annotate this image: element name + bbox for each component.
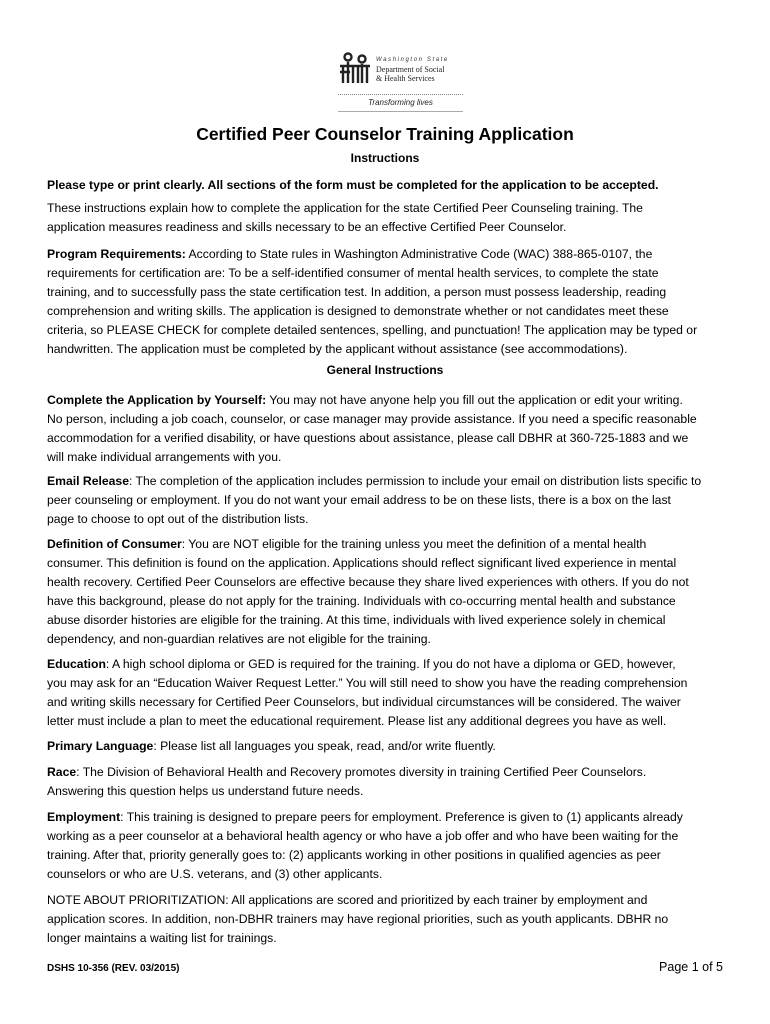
line-text: abuse disorder histories are eligible for the training. At this time, individuals with lived experience solely in chemical: [47, 613, 666, 628]
line-text: letter must include a plan to meet the educational requirement. Please list any additional degrees you have as well.: [47, 714, 667, 729]
text-line: [47, 176, 737, 195]
note-prioritization: [47, 891, 737, 948]
logo-line: Department of Social: [376, 65, 445, 74]
text-line: [47, 340, 737, 359]
line-text: application scores. In addition, non-DBHR trainers may have regional priorities, such as youth applicants. DBHR no: [47, 912, 669, 927]
logo-tagline: Transforming lives: [368, 98, 433, 107]
line-text: requirements for certification are: To be a self-identified consumer of mental health services, to complete the state: [47, 266, 659, 281]
line-text: accommodation for a verified disability, or have questions about assistance, please call DBHR at 360-725-1883 and we: [47, 431, 689, 446]
primary-language: [47, 737, 737, 756]
general-instructions-heading: General Instructions: [326, 363, 444, 377]
text-line: [47, 448, 737, 467]
employment: [47, 808, 737, 884]
text-line: [47, 611, 737, 630]
education: [47, 655, 737, 731]
race: [47, 763, 737, 801]
line-text: dependency, and non-guardian relatives are not eligible for the training.: [47, 632, 431, 647]
program-requirements: [47, 245, 737, 360]
email-release: [47, 472, 737, 529]
family-figures-icon: [338, 52, 372, 86]
text-line: [47, 674, 737, 693]
text-line: [47, 655, 737, 674]
text-line: [47, 391, 737, 410]
line-text: NOTE ABOUT PRIORITIZATION: All applications are scored and prioritized by each trainer by employment and: [47, 893, 648, 907]
divider: [338, 111, 463, 112]
text-line: [47, 737, 737, 756]
text-line: [47, 630, 737, 649]
intro-paragraph: [47, 199, 737, 237]
line-text: and writing skills necessary for Certified Peer Counselors, but individual circumstances will be considered. The waiver: [47, 695, 681, 710]
instructions-heading: Instructions: [350, 151, 420, 165]
line-text: comprehension and writing skills. The application is designed to demonstrate whether or not candidates meet these: [47, 304, 669, 319]
text-line: [47, 199, 737, 218]
line-text: counselors or who are U.S. veterans, and (3) other applicants.: [47, 867, 383, 882]
section-lead: Definition of Consumer: [47, 537, 182, 551]
line-text: : The Division of Behavioral Health and Recovery promotes diversity in training Certified Peer Counselors.: [76, 765, 647, 779]
line-text: peer counseling or employment. If you do not want your email address to be on these lists, there is a box on the last: [47, 493, 671, 508]
text-line: [47, 245, 737, 264]
text-line: [47, 302, 737, 321]
form-notice: [47, 176, 737, 195]
line-text: : You are NOT eligible for the training unless you meet the definition of a mental health: [181, 537, 647, 551]
line-text: Please type or print clearly. All sections of the form must be completed for the application to be accepted.: [47, 178, 659, 192]
text-line: [47, 763, 737, 782]
line-text: you may ask for an “Education Waiver Request Letter.” You will still need to show you have the reading comprehension: [47, 676, 688, 691]
line-text: will make individual arrangements with you.: [47, 450, 282, 465]
section-lead: Race: [47, 765, 77, 779]
text-line: [47, 429, 737, 448]
line-text: criteria, so PLEASE CHECK for complete detailed sentences, spelling, and punctuation! The application may be typed or: [47, 323, 698, 338]
line-text: consumer. This definition is found on the application. Applications should reflect significant lived experience in mental: [47, 556, 677, 571]
text-line: [47, 472, 737, 491]
text-line: [47, 283, 737, 302]
section-lead: Program Requirements:: [47, 247, 186, 261]
divider: [338, 94, 463, 95]
dshs-logo: [338, 52, 463, 112]
line-text: : A high school diploma or GED is required for the training. If you do not have a diploma or GED, however,: [105, 657, 676, 671]
text-line: [47, 929, 737, 948]
text-line: [47, 891, 737, 910]
line-text: : Please list all languages you speak, read, and/or write fluently.: [153, 739, 496, 753]
line-text: working as a peer counselor at a behavioral health agency or who have a job offer and who have been waiting for the: [47, 829, 679, 844]
text-line: [47, 693, 737, 712]
line-text: health recovery. Certified Peer Counselors are effective because they share lived experiences with others. If you do not: [47, 575, 689, 590]
line-text: training, and to successfully pass the state certification test. In addition, a person must possess leadership, reading: [47, 285, 667, 300]
line-text: application measures readiness and skills necessary to be an effective Certified Peer Counselor.: [47, 220, 567, 235]
line-text: : The completion of the application includes permission to include your email on distribution lists specific to: [128, 474, 702, 488]
section-lead: Email Release: [47, 474, 129, 488]
text-line: [47, 846, 737, 865]
text-line: [47, 510, 737, 529]
text-line: [47, 808, 737, 827]
text-line: [47, 712, 737, 731]
text-line: [47, 321, 737, 340]
line-text: According to State rules in Washington Administrative Code (WAC) 388-865-0107, the: [185, 247, 653, 261]
line-text: No person, including a job coach, counselor, or case manager may provide assistance. If you need a specific reasonable: [47, 412, 697, 427]
section-lead: Primary Language: [47, 739, 154, 753]
line-text: : This training is designed to prepare peers for employment. Preference is given to (1) applicants already: [120, 810, 683, 824]
text-line: [47, 218, 737, 237]
text-line: [47, 592, 737, 611]
section-lead: Complete the Application by Yourself:: [47, 393, 267, 407]
text-line: [47, 554, 737, 573]
text-line: [47, 865, 737, 884]
section-lead: Education: [47, 657, 106, 671]
line-text: These instructions explain how to complete the application for the state Certified Peer Counseling training. The: [47, 201, 643, 215]
line-text: longer maintains a waiting list for trainings.: [47, 931, 277, 946]
line-text: have this background, please do not apply for the training. Individuals with co-occurring mental health and substance: [47, 594, 676, 609]
text-line: [47, 573, 737, 592]
definition-of-consumer: [47, 535, 737, 650]
logo-department: [376, 65, 444, 83]
line-text: You may not have anyone help you fill out the application or edit your writing.: [266, 393, 683, 407]
line-text: handwritten. The application must be completed by the applicant without assistance (see accommodations).: [47, 342, 628, 357]
section-lead: Employment: [47, 810, 121, 824]
form-number: DSHS 10-356 (REV. 03/2015): [47, 963, 180, 974]
complete-by-yourself: [47, 391, 737, 467]
text-line: [47, 410, 737, 429]
text-line: [47, 264, 737, 283]
line-text: training. After that, priority generally goes to: (2) applicants working in other positions in qualified agencies as peer: [47, 848, 661, 863]
text-line: [47, 535, 737, 554]
text-line: [47, 782, 737, 801]
logo-state: Washington State: [376, 57, 449, 63]
logo-line: & Health Services: [376, 74, 435, 83]
text-line: [47, 491, 737, 510]
page-title: Certified Peer Counselor Training Application: [196, 124, 574, 144]
page-number: Page 1 of 5: [659, 960, 723, 974]
line-text: page to choose to opt out of the distribution lists.: [47, 512, 309, 527]
line-text: Answering this question helps us understand future needs.: [47, 784, 364, 799]
text-line: [47, 827, 737, 846]
text-line: [47, 910, 737, 929]
